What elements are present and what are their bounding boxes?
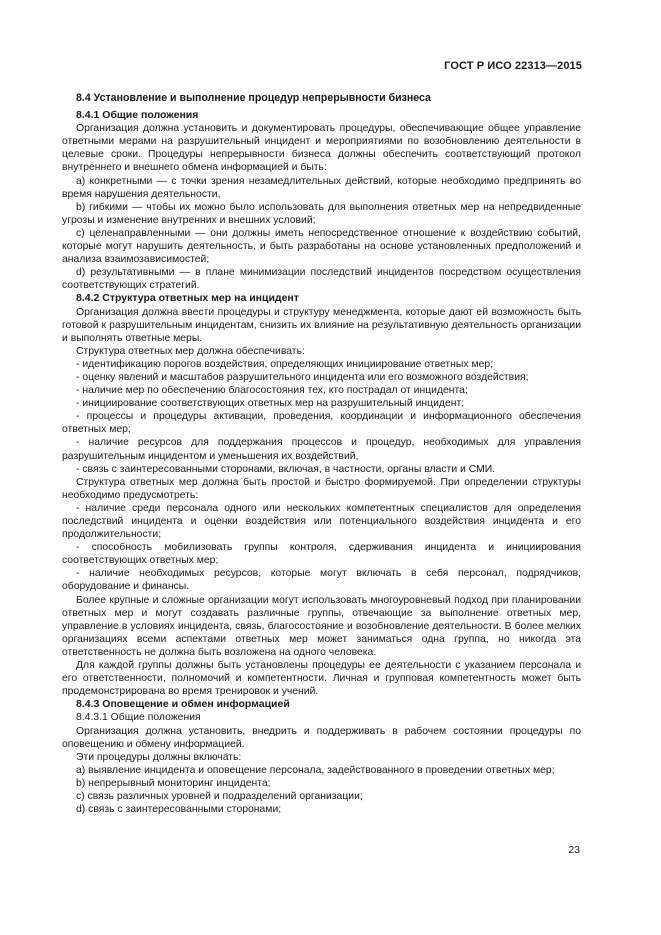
bullet-item: - связь с заинтересованными сторонами, включая, в частности, органы власти и СМИ.: [76, 463, 496, 475]
clause-heading: 8.4.3.1 Общие положения: [76, 712, 201, 724]
page-number: 23: [568, 844, 580, 856]
bullet-item: - идентификацию порогов воздействия, определяющих инициирование ответных мер;: [76, 358, 494, 370]
paragraph: Эти процедуры должны включать:: [76, 751, 242, 763]
bullet-item: - наличие ресурсов для поддержания процессов и процедур, необходимых для управления разрушительным инцидентом и уменьшения их воздействий,: [62, 437, 581, 462]
section-heading: 8.4 Установление и выполнение процедур непрерывности бизнеса: [76, 92, 431, 104]
list-item: a) выявление инцидента и оповещение персонала, задействованного в проведении ответных мер;: [76, 764, 555, 776]
bullet-item: - способность мобилизовать группы контроля, сдерживания инцидента и инициирования соответствующих ответных мер;: [62, 542, 581, 567]
list-item: d) связь с заинтересованными сторонами;: [76, 804, 282, 816]
bullet-item: - наличие мер по обеспечению благосостояния тех, кто пострадал от инцидента;: [76, 385, 468, 397]
paragraph: Структура ответных мер должна быть простой и быстро формируемой. При определении структуры необходимо предусмотреть:: [62, 476, 581, 501]
paragraph: Организация должна установить и документировать процедуры, обеспечивающие общее управление ответными мерами на разрушительный инцидент и мероприятиями по возобновлению деятельности в целевые сроки. Процедуры непрерывности бизнеса должны обеспечить соответствующий протокол внутреннего и внешнего обмена информацией и быть:: [62, 123, 581, 174]
subsection-heading: 8.4.2 Структура ответных мер на инцидент: [76, 292, 299, 305]
subsection-heading: 8.4.3 Оповещение и обмен информацией: [76, 698, 290, 711]
list-item: b) непрерывный мониторинг инцидента;: [76, 777, 271, 789]
subsection-heading: 8.4.1 Общие положения: [76, 109, 199, 122]
paragraph: Для каждой группы должны быть установлены процедуры ее деятельности с указанием персонала и его ответственности, полномочий и компетентности. Личная и групповая компетентность может быть продемонстрирована во время тренировок и учений.: [62, 660, 581, 698]
bullet-item: - оценку явлений и масштабов разрушительного инцидента или его возможного воздействия;: [76, 371, 529, 383]
section-body: [62, 92, 581, 816]
list-item: c) связь различных уровней и подразделений организации;: [76, 790, 363, 802]
list-item: b) гибкими — чтобы их можно было использовать для выполнения ответных мер на непредвиденные угрозы и изменение внутренних и внешних условий;: [62, 201, 581, 226]
list-item: a) конкретными — с точки зрения незамедлительных действий, которые необходимо предпринять во время нарушения деятельности,: [62, 175, 581, 200]
standard-header: ГОСТ Р ИСО 22313—2015: [444, 60, 582, 72]
paragraph: Организация должна ввести процедуры и структуру менеджмента, которые дают ей возможность быть готовой к разрушительным инцидентам, снизить их влияние на результативную деятельность организации и выполнять ответные меры.: [62, 306, 581, 344]
paragraph: Организация должна установить, внедрить и поддерживать в рабочем состоянии процедуры по оповещению и обмену информацией.: [62, 725, 581, 750]
list-item: c) целенаправленными — они должны иметь непосредственное отношение к воздействию событий, которые могут нарушить деятельность, и быть разработаны на основе установленных предположений и анализа взаимозависимостей;: [62, 227, 581, 266]
paragraph: Структура ответных мер должна обеспечивать:: [76, 345, 305, 357]
list-item: d) результативными — в плане минимизации последствий инцидентов посредством осуществления соответствующих стратегий.: [62, 267, 581, 292]
bullet-item: - инициирование соответствующих ответных мер на разрушительный инцидент;: [76, 398, 465, 410]
bullet-item: - наличие среди персонала одного или нескольких компетентных специалистов для определения последствий инцидента и оценки воздействия или потенциального воздействия инцидента и его продолжительности;: [62, 502, 581, 541]
paragraph: Более крупные и сложные организации могут использовать многоуровневый подход при планировании ответных мер и могут создавать различные группы, отвечающие за выполнение ответных мер, управление в условиях инцидента, связь, благосостояние и возобновление деятельности. В более мелких организациях всеми аспектами ответных мер может заниматься одна группа, но никогда эта ответственность не должна быть возложена на одного человека.: [62, 594, 581, 658]
bullet-item: - наличие необходимых ресурсов, которые могут включать в себя персонал, подрядчиков, оборудование и финансы.: [62, 568, 581, 593]
bullet-item: - процессы и процедуры активации, проведения, координации и информационного обеспечения ответных мер;: [62, 411, 581, 436]
